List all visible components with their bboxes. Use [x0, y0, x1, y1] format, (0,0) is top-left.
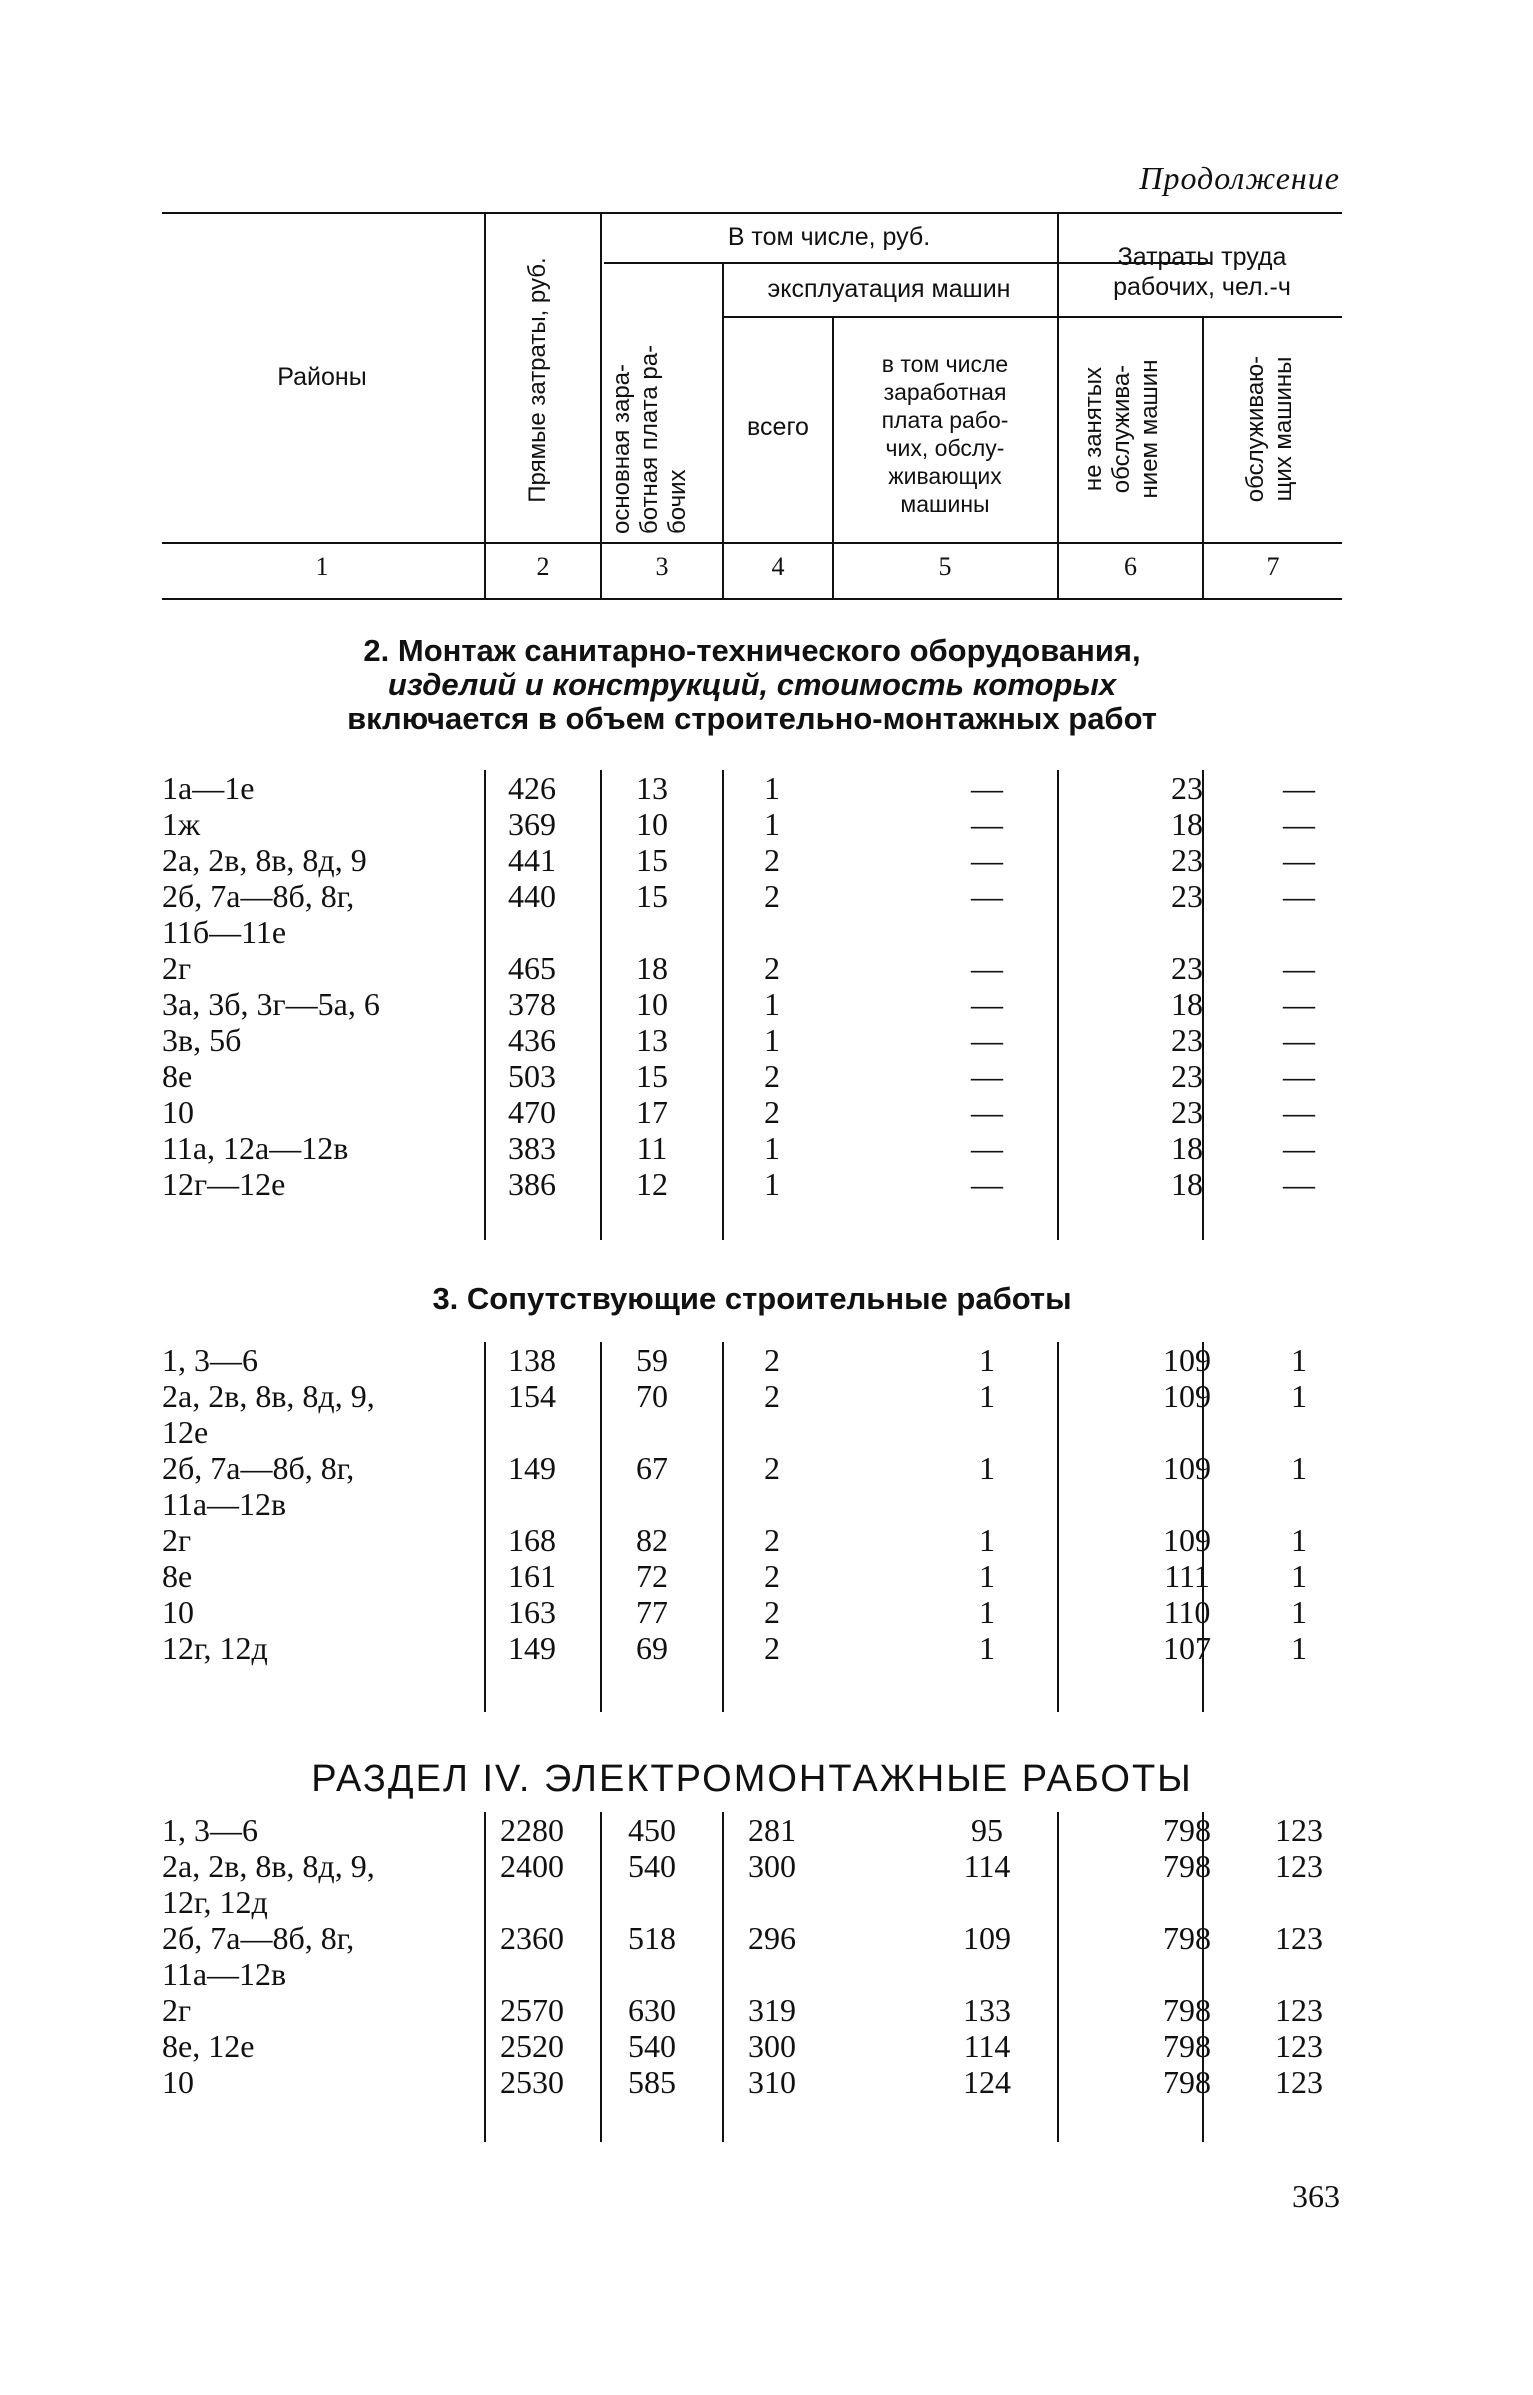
value-cell: 378 — [508, 986, 556, 1022]
section3-table — [162, 1342, 1342, 1712]
value-cell: 12 — [636, 1166, 668, 1202]
value-cell: 369 — [508, 806, 556, 842]
value-cell: 161 — [508, 1558, 556, 1594]
value-cell: 15 — [636, 1058, 668, 1094]
value-cell: 1 — [764, 1130, 780, 1166]
value-cell: 1 — [764, 806, 780, 842]
value-cell: 23 — [1171, 770, 1203, 806]
section4-table — [162, 1812, 1342, 2142]
value-cell: 2520 — [500, 2028, 564, 2064]
region-cell: 2а, 2в, 8в, 8д, 9 — [162, 842, 367, 878]
value-cell: 69 — [636, 1630, 668, 1666]
col-number: 7 — [1266, 552, 1280, 581]
value-cell: — — [971, 806, 1003, 842]
value-cell: 798 — [1163, 1812, 1211, 1848]
value-cell: 540 — [628, 1848, 676, 1884]
value-cell: 70 — [636, 1378, 668, 1414]
region-cell: 2г — [162, 1992, 192, 2028]
region-cell: 1, 3—6 — [162, 1342, 258, 1378]
value-cell: 23 — [1171, 1022, 1203, 1058]
region-cell: 2г — [162, 1522, 192, 1558]
value-cell: 1 — [979, 1342, 995, 1378]
value-cell: — — [971, 1022, 1003, 1058]
value-cell: 2570 — [500, 1992, 564, 2028]
value-cell: 798 — [1163, 1848, 1211, 1884]
value-cell: 1 — [979, 1630, 995, 1666]
header-ne-zanyatyh: не занятых обслужива- нием машин — [1080, 359, 1163, 499]
value-cell: 383 — [508, 1130, 556, 1166]
value-cell: 518 — [628, 1920, 676, 1956]
value-cell: 123 — [1275, 1848, 1323, 1884]
value-cell: 1 — [979, 1558, 995, 1594]
value-cell: 798 — [1163, 2028, 1211, 2064]
value-cell: 2 — [764, 950, 780, 986]
value-cell: 300 — [748, 1848, 796, 1884]
value-cell: 465 — [508, 950, 556, 986]
region-cell: 2а, 2в, 8в, 8д, 9, 12г, 12д — [162, 1848, 375, 1920]
region-cell: 1а—1е — [162, 770, 255, 806]
value-cell: 1 — [1291, 1594, 1307, 1630]
value-cell: 13 — [636, 1022, 668, 1058]
value-cell: 23 — [1171, 1094, 1203, 1130]
value-cell: 540 — [628, 2028, 676, 2064]
value-cell: 2 — [764, 1630, 780, 1666]
region-cell: 10 — [162, 1594, 194, 1630]
region-cell: 1, 3—6 — [162, 1812, 258, 1848]
value-cell: 23 — [1171, 1058, 1203, 1094]
value-cell: 109 — [1163, 1522, 1211, 1558]
value-cell: 2 — [764, 1378, 780, 1414]
value-cell: 2 — [764, 842, 780, 878]
value-cell: 163 — [508, 1594, 556, 1630]
value-cell: 2 — [764, 1450, 780, 1486]
value-cell: 1 — [979, 1450, 995, 1486]
value-cell: 281 — [748, 1812, 796, 1848]
region-cell: 12г—12е — [162, 1166, 286, 1202]
value-cell: — — [971, 878, 1003, 914]
value-cell: 2400 — [500, 1848, 564, 1884]
value-cell: — — [971, 950, 1003, 986]
value-cell: — — [971, 770, 1003, 806]
col-number: 6 — [1124, 552, 1137, 581]
value-cell: 1 — [764, 1166, 780, 1202]
value-cell: 2280 — [500, 1812, 564, 1848]
value-cell: 2 — [764, 1342, 780, 1378]
value-cell: 2 — [764, 1594, 780, 1630]
value-cell: 2530 — [500, 2064, 564, 2100]
header-vtom-zar: в том числе заработная плата рабо- чих, обслу- живающих машины — [881, 351, 1009, 517]
value-cell: 470 — [508, 1094, 556, 1130]
col-number: 1 — [315, 552, 329, 581]
value-cell: 10 — [636, 986, 668, 1022]
value-cell: 1 — [764, 770, 780, 806]
value-cell: 1 — [979, 1594, 995, 1630]
value-cell: 123 — [1275, 1992, 1323, 2028]
header-ekspl: эксплуатация машин — [767, 275, 1011, 303]
value-cell: 2 — [764, 1094, 780, 1130]
value-cell: — — [1283, 1130, 1315, 1166]
value-cell: 67 — [636, 1450, 668, 1486]
value-cell: 109 — [963, 1920, 1011, 1956]
value-cell: 23 — [1171, 878, 1203, 914]
value-cell: 441 — [508, 842, 556, 878]
region-cell: 2б, 7а—8б, 8г, 11а—12в — [162, 1450, 355, 1522]
value-cell: 798 — [1163, 1920, 1211, 1956]
col-number: 3 — [655, 552, 669, 581]
value-cell: 2360 — [500, 1920, 564, 1956]
section2-title-line2: изделий и конструкций, стоимость которых — [387, 667, 1117, 702]
value-cell: — — [971, 1130, 1003, 1166]
header-zatraty-truda: Затраты труда рабочих, чел.-ч — [1113, 243, 1291, 301]
region-cell: 2а, 2в, 8в, 8д, 9, 12е — [162, 1378, 375, 1450]
region-cell: 8е — [162, 1058, 193, 1094]
value-cell: 18 — [1171, 986, 1203, 1022]
value-cell: 95 — [971, 1812, 1003, 1848]
value-cell: 1 — [979, 1378, 995, 1414]
region-cell: 2г — [162, 950, 192, 986]
value-cell: 1 — [1291, 1558, 1307, 1594]
value-cell: 138 — [508, 1342, 556, 1378]
region-cell: 3в, 5б — [162, 1022, 242, 1058]
table-header — [162, 212, 1342, 602]
col-number: 2 — [536, 552, 550, 581]
value-cell: 1 — [764, 1022, 780, 1058]
region-cell: 11а, 12а—12в — [162, 1130, 349, 1166]
value-cell: 149 — [508, 1450, 556, 1486]
value-cell: 11 — [636, 1130, 668, 1166]
value-cell: — — [971, 1166, 1003, 1202]
value-cell: 1 — [1291, 1630, 1307, 1666]
value-cell: — — [1283, 770, 1315, 806]
value-cell: 133 — [963, 1992, 1011, 2028]
value-cell: 59 — [636, 1342, 668, 1378]
value-cell: 72 — [636, 1558, 668, 1594]
value-cell: 300 — [748, 2028, 796, 2064]
value-cell: 1 — [979, 1522, 995, 1558]
region-cell: 8е, 12е — [162, 2028, 255, 2064]
value-cell: 123 — [1275, 2064, 1323, 2100]
value-cell: 630 — [628, 1992, 676, 2028]
value-cell: 77 — [636, 1594, 668, 1630]
value-cell: 310 — [748, 2064, 796, 2100]
region-cell: 8е — [162, 1558, 193, 1594]
value-cell: 296 — [748, 1920, 796, 1956]
value-cell: 798 — [1163, 2064, 1211, 2100]
value-cell: 18 — [1171, 1166, 1203, 1202]
region-cell: 10 — [162, 1094, 194, 1130]
value-cell: 23 — [1171, 842, 1203, 878]
value-cell: 110 — [1163, 1594, 1211, 1630]
section2-table — [162, 770, 1342, 1240]
section2-title-line3: включается в объем строительно-монтажных работ — [347, 701, 1157, 736]
value-cell: 798 — [1163, 1992, 1211, 2028]
value-cell: 109 — [1163, 1450, 1211, 1486]
region-cell: 2б, 7а—8б, 8г, 11б—11е — [162, 878, 355, 950]
value-cell: 426 — [508, 770, 556, 806]
value-cell: — — [1283, 986, 1315, 1022]
col-number: 4 — [771, 552, 785, 581]
region-cell: 1ж — [162, 806, 201, 842]
value-cell: 585 — [628, 2064, 676, 2100]
value-cell: 107 — [1163, 1630, 1211, 1666]
value-cell: 436 — [508, 1022, 556, 1058]
value-cell: — — [971, 1058, 1003, 1094]
value-cell: 114 — [963, 2028, 1011, 2064]
section3-title: 3. Сопутствующие строительные работы — [432, 1281, 1072, 1316]
value-cell: 111 — [1164, 1558, 1210, 1594]
continued-label: Продолжение — [1139, 160, 1340, 196]
value-cell: 149 — [508, 1630, 556, 1666]
value-cell: — — [971, 842, 1003, 878]
value-cell: — — [1283, 1094, 1315, 1130]
header-obsluzh: обслуживаю- щих машины — [1242, 355, 1297, 503]
value-cell: 2 — [764, 878, 780, 914]
value-cell: 13 — [636, 770, 668, 806]
region-cell: 10 — [162, 2064, 194, 2100]
col-number: 5 — [938, 552, 952, 581]
header-vtom: В том числе, руб. — [727, 223, 931, 251]
value-cell: 82 — [636, 1522, 668, 1558]
value-cell: 124 — [963, 2064, 1011, 2100]
value-cell: — — [971, 986, 1003, 1022]
value-cell: 109 — [1163, 1378, 1211, 1414]
value-cell: 123 — [1275, 1812, 1323, 1848]
value-cell: 109 — [1163, 1342, 1211, 1378]
region-cell: 3а, 3б, 3г—5а, 6 — [162, 986, 380, 1022]
value-cell: 2 — [764, 1522, 780, 1558]
value-cell: 1 — [764, 986, 780, 1022]
value-cell: 168 — [508, 1522, 556, 1558]
value-cell: 386 — [508, 1166, 556, 1202]
value-cell: 18 — [1171, 806, 1203, 842]
value-cell: 10 — [636, 806, 668, 842]
value-cell: 18 — [1171, 1130, 1203, 1166]
value-cell: 450 — [628, 1812, 676, 1848]
value-cell: — — [1283, 1058, 1315, 1094]
value-cell: 440 — [508, 878, 556, 914]
value-cell: 23 — [1171, 950, 1203, 986]
section2-title-line1: 2. Монтаж санитарно-технического оборудования, — [363, 633, 1141, 668]
value-cell: 15 — [636, 878, 668, 914]
value-cell: 123 — [1275, 2028, 1323, 2064]
value-cell: 114 — [963, 1848, 1011, 1884]
value-cell: — — [971, 1094, 1003, 1130]
value-cell: 15 — [636, 842, 668, 878]
value-cell: 1 — [1291, 1522, 1307, 1558]
header-pryamye: Прямые затраты, руб. — [524, 257, 551, 503]
value-cell: 503 — [508, 1058, 556, 1094]
header-osnovnaya: основная зара- ботная плата ра- бочих — [608, 344, 691, 534]
value-cell: — — [1283, 878, 1315, 914]
region-cell: 2б, 7а—8б, 8г, 11а—12в — [162, 1920, 355, 1992]
value-cell: 1 — [1291, 1342, 1307, 1378]
value-cell: 18 — [636, 950, 668, 986]
value-cell: 17 — [636, 1094, 668, 1130]
region-cell: 12г, 12д — [162, 1630, 268, 1666]
value-cell: 2 — [764, 1058, 780, 1094]
value-cell: — — [1283, 842, 1315, 878]
page-number: 363 — [1292, 2178, 1340, 2214]
section2-title — [162, 634, 1342, 736]
value-cell: 319 — [748, 1992, 796, 2028]
value-cell: 123 — [1275, 1920, 1323, 1956]
value-cell: — — [1283, 950, 1315, 986]
value-cell: 1 — [1291, 1378, 1307, 1414]
header-rayony: Районы — [277, 363, 367, 391]
value-cell: 2 — [764, 1558, 780, 1594]
value-cell: 154 — [508, 1378, 556, 1414]
value-cell: — — [1283, 1022, 1315, 1058]
section4-title: РАЗДЕЛ IV. ЭЛЕКТРОМОНТАЖНЫЕ РАБОТЫ — [311, 1758, 1193, 1800]
value-cell: — — [1283, 806, 1315, 842]
value-cell: — — [1283, 1166, 1315, 1202]
value-cell: 1 — [1291, 1450, 1307, 1486]
header-vsego: всего — [747, 413, 809, 441]
